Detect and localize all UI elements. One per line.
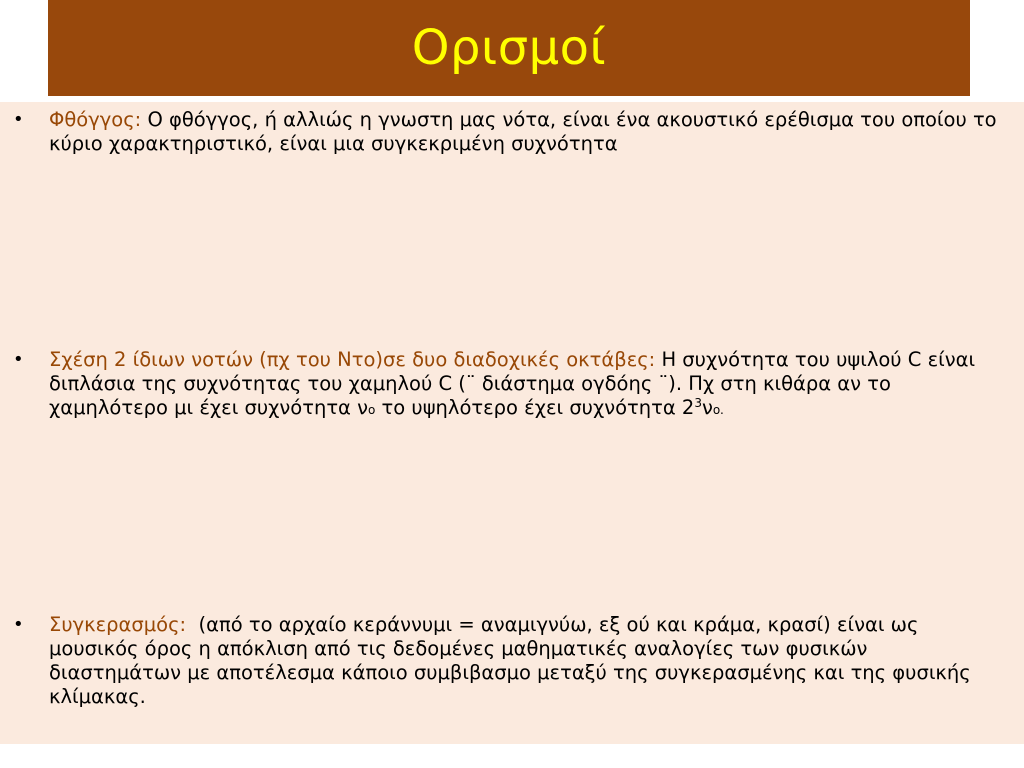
bullet-text xyxy=(49,613,997,709)
bullet-body-middle: το υψηλότερο έχει συχνότητα 2 xyxy=(375,396,695,419)
bullet-body: (από το αρχαίο κεράννυμι = αναμιγνύω, εξ ού και κράμα, κρασί) είναι ως μουσικός όρος η απόκλιση από τις δεδομένες μαθηματικές αναλογίες των φυσικών διαστημάτων με αποτέλεσμα κάποιο συμβιβασμο μεταξύ της συγκερασμένης και της φυσικής κλίμακας. xyxy=(49,613,977,708)
bullet-marker: • xyxy=(13,614,24,635)
bullet-text xyxy=(49,108,997,156)
content-area xyxy=(0,102,1024,744)
bullet-marker: • xyxy=(13,109,24,130)
bullet-marker: • xyxy=(13,349,24,370)
superscript-3: 3 xyxy=(694,396,702,410)
bullet-text xyxy=(49,348,997,422)
subscript-o-end: o. xyxy=(712,403,724,417)
bullet-term: Φθόγγος: xyxy=(49,108,142,131)
subscript-o: o xyxy=(368,403,376,417)
bullet-term: Σχέση 2 ίδιων νοτών (πχ του Ντο)σε δυο διαδοχικές οκτάβες: xyxy=(49,348,656,371)
title-bar xyxy=(48,0,970,96)
bullet-body: Ο φθόγγος, ή αλλιώς η γνωστη μας νότα, είναι ένα ακουστικό ερέθισμα του οποίου το κύριο χαρακτηριστικό, είναι μια συγκεκριμένη συχνότητα xyxy=(49,108,997,155)
bullet-body: Η συχνότητα του υψιλού C είναι διπλάσια της συχνότητας του χαμηλού C (¨ διάστημα ογδόης ¨). Πχ στη κιθάρα αν το χαμηλότερο μι έχει συχνότητα ν xyxy=(49,348,976,419)
slide-title: Ορισμοί xyxy=(411,20,607,76)
bullet-term: Συγκερασμός: xyxy=(49,613,187,636)
bullet-body-end: ν xyxy=(701,396,713,419)
